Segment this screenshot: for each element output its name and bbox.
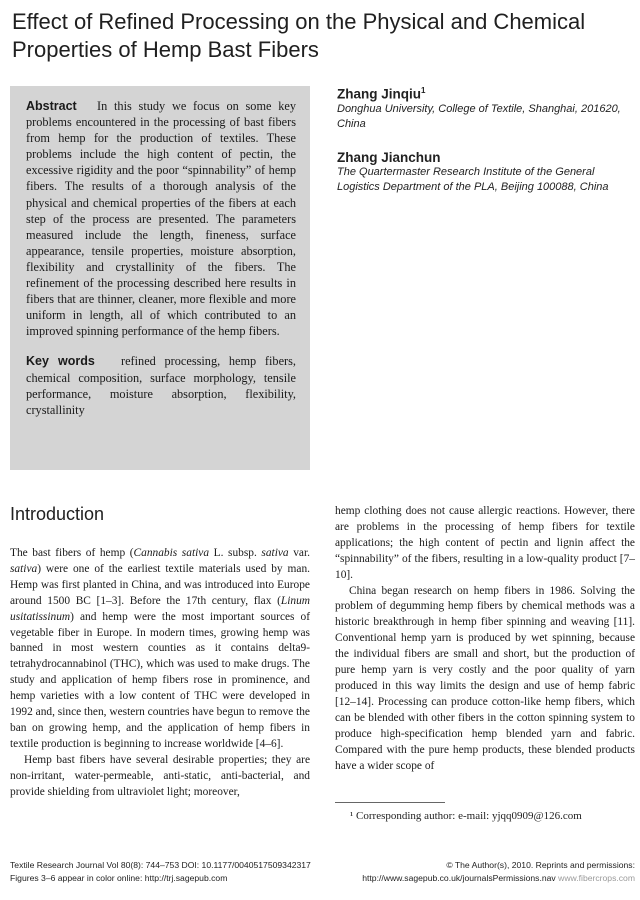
keywords-text: refined processing, hemp fibers, chemical composition, surface morphology, tensile performance, moisture absorption, flexibility, crystallinity — [26, 354, 296, 417]
author-name: Zhang Jianchun — [337, 149, 441, 165]
body-column-left — [10, 546, 310, 801]
author-1 — [337, 86, 633, 132]
author-affiliation: Donghua University, College of Textile, Shanghai, 201620, China — [337, 102, 621, 130]
abstract-box — [10, 86, 310, 470]
footnote: ¹ Corresponding author: e-mail: yjqq0909@126.com — [350, 810, 582, 822]
footer-copyright — [362, 859, 635, 885]
footer-journal-info — [10, 859, 311, 885]
keywords-paragraph — [26, 353, 296, 417]
body-paragraph: The bast fibers of hemp (Cannabis sativa L. subsp. sativa var. sativa) were one of the earliest textile materials used by man. Hemp was first planted in China, and was introduced into Europe around 1500 BC [1–3]. Before the 17th century, flax (Linum usitatissinum) and hemp were the most important sources of vegetable fiber in Europe. In modern times, growing hemp was banned in most western counties as it contains delta9-tetrahydrocannabinol (THC), which was used to make drugs. The study and application of hemp fibers rose in prominence, and hemp varieties with a low content of THC were developed in 1992 and, since then, western countries have begun to remove the ban on growing hemp, and the application of hemp fibers in textile production is beginning to increase worldwide [4–6]. — [10, 547, 310, 750]
abstract-text: In this study we focus on some key problems encountered in the processing of bast fibers from hemp for the production of textiles. These problems include the high content of pectin, the excessive rigidity and the poor “spinnability” of hemp fibers. The results of a thorough analysis of the physical and chemical properties of the fibers at each step of the process are presented. The parameters measured include the length, fineness, surface appearance, tensile properties, moisture absorption, flexibility and crystallinity of the fibers. The refinement of the processing described here results in fibers that are thinner, cleaner, more flexible and more uniform in length, all of which contributed to an improved spinning performance of the hemp fibers. — [26, 99, 296, 339]
footer-copyright-line: © The Author(s), 2010. Reprints and permissions: — [446, 860, 635, 870]
footer-permissions-url: http://www.sagepub.co.uk/journalsPermissions.nav www.fibercrops.com — [362, 873, 635, 883]
body-paragraph: China began research on hemp fibers in 1986. Solving the problem of degumming hemp fibers by chemical methods was a historic breakthrough in hemp fiber spinning and weaving [11]. Conventional hemp yarn is produced by wet spinning, because the individual fibers are small and short, but the production of pure hemp yarn is very costly and the poor quality of yarn produced in this way limits the design and use of hemp fabric [12–14]. Processing can produce cotton-like hemp fibers, which can be blended with other fibers in the cotton spinning system to produce high-specification hemp blended yarn and fabric. Compared with the pure hemp products, these blended products have a wider scope of — [335, 584, 635, 772]
author-affiliation: The Quartermaster Research Institute of the General Logistics Department of the PLA, Beijing 100088, China — [337, 165, 609, 193]
abstract-paragraph — [26, 98, 296, 339]
author-2 — [337, 150, 633, 195]
authors-section — [337, 86, 633, 213]
footer-citation: Textile Research Journal Vol 80(8): 744–753 DOI: 10.1177/0040517509342317 — [10, 860, 311, 870]
author-name: Zhang Jinqiu$^1$ — [337, 86, 426, 102]
body-paragraph: hemp clothing does not cause allergic reactions. However, there are problems in the processing of hemp fibers for textile applications; the high content of pectin and lignin affect the “spinnability” of the fibers, resulting in a low-quality product [7–10]. — [335, 505, 635, 581]
paper-title: Effect of Refined Processing on the Physical and Chemical Properties of Hemp Bast Fibers — [12, 9, 586, 62]
body-column-right — [335, 504, 635, 774]
watermark-text: www.fibercrops.com — [558, 873, 635, 883]
footer-color-note: Figures 3–6 appear in color online: http://trj.sagepub.com — [10, 873, 228, 883]
body-paragraph: Hemp bast fibers have several desirable properties; they are non-irritant, water-permeable, anti-static, anti-bacterial, and provide shielding from ultraviolet light; moreover, — [10, 753, 310, 798]
section-heading-introduction: Introduction — [10, 504, 105, 524]
keywords-label: Key words — [26, 354, 95, 369]
abstract-label: Abstract — [26, 99, 77, 113]
footnote-divider — [335, 802, 445, 803]
